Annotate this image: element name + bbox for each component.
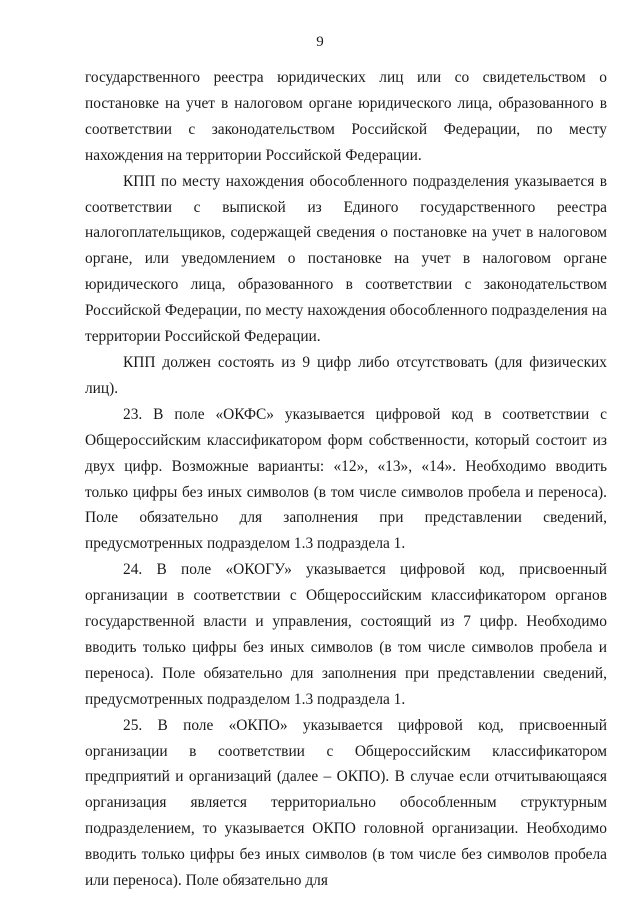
paragraph-kpp-length: КПП должен состоять из 9 цифр либо отсутствовать (для физических лиц). [85, 353, 607, 397]
paragraph-okfs: 23. В поле «ОКФС» указывается цифровой код в соответствии с Общероссийским классификатором форм собственности, который состоит из двух цифр. Возможные варианты: «12», «13», «14». Необходимо вводить только цифры без иных символов (в том числе символов пробела и переноса). Поле обязательно для заполнения при представлении сведений, предусмотренных подразделом 1.3 подраздела 1. [85, 405, 607, 553]
paragraph-kpp-branch: КПП по месту нахождения обособленного подразделения указывается в соответствии с выпиской из Единого государственного реестра налогоплательщиков, содержащей сведения о постановке на учет в налоговом органе, или уведомлением о постановке на учет в налоговом органе юридического лица, образованного в соответствии с законодательством Российской Федерации, по месту нахождения обособленного подразделения на территории Российской Федерации. [85, 172, 607, 346]
page-number: 9 [316, 34, 324, 50]
paragraph-okpo: 25. В поле «ОКПО» указывается цифровой код, присвоенный организации в соответствии с Общероссийским классификатором предприятий и организаций (далее – ОКПО). В случае если отчитывающаяся организация является территориально обособленным структурным подразделением, то указывается ОКПО головной организации. Необходимо вводить только цифры без иных символов (в том числе без символов пробела или переноса). Поле обязательно для [85, 716, 607, 890]
paragraph-okogu: 24. В поле «ОКОГУ» указывается цифровой код, присвоенный организации в соответствии с Общероссийским классификатором органов государственной власти и управления, состоящий из 7 цифр. Необходимо вводить только цифры без иных символов (в том числе символов пробела и переноса). Поле обязательно для заполнения при представлении сведений, предусмотренных подразделом 1.3 подраздела 1. [85, 561, 607, 708]
paragraph-egrul-continuation: государственного реестра юридических лиц или со свидетельством о постановке на учет в налоговом органе юридического лица, образованного в соответствии с законодательством Российской Федерации, по месту нахождения на территории Российской Федерации. [85, 69, 607, 164]
document-body [85, 65, 607, 894]
